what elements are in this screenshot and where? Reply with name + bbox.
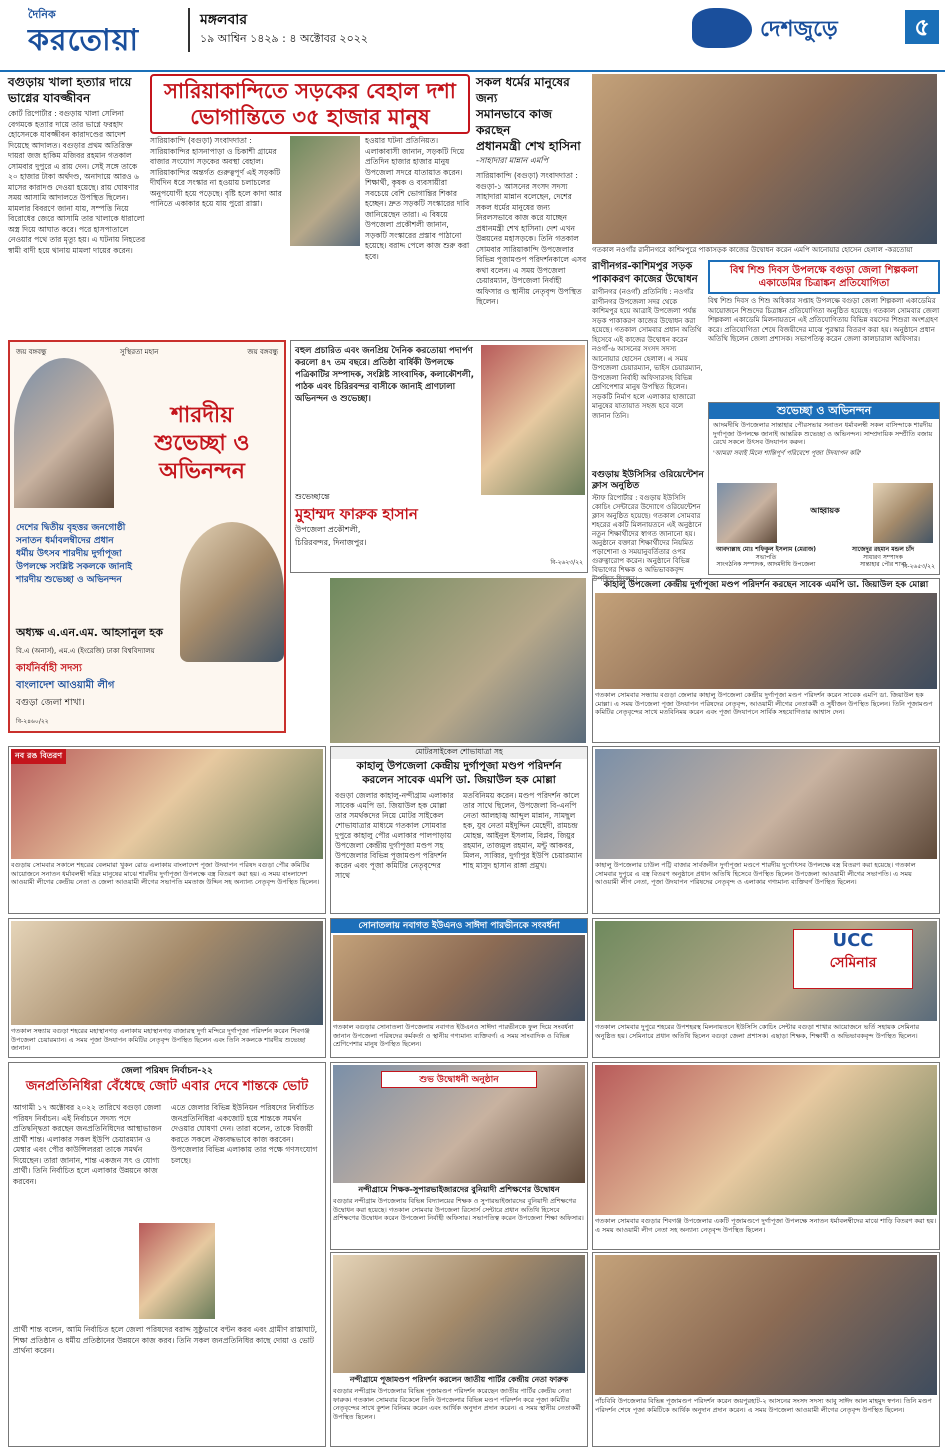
story-khala bbox=[8, 74, 148, 336]
story-headline: সকল ধর্মের মানুষের জন্য bbox=[476, 75, 570, 105]
photo-block-ucc-seminar bbox=[592, 918, 940, 1058]
story-body: আগামী ১৭ অক্টোবর ২০২২ তারিখে বগুড়া জেলা পরিষদ নির্বাচন। এই নির্বাচনে সদস্য পদে প্রতিদ্বন্দ্বিতা করছেন জনপ্রতিনিধিদের আস্থাভাজন প্রার্থী শান্ত। এলাকার সকল ইউপি চেয়ারম্যান ও মেম্বার এবং পৌর কাউন্সিলররা তাকে সমর্থন দিয়েছেন। তারা জানান, শান্ত একজন সৎ ও যোগ্য প্রার্থী। তিনি নির্বাচিত হলে এলাকার উন্নয়নে কাজ করবেন। bbox=[13, 1103, 162, 1186]
photo-block-nandigram bbox=[330, 1252, 588, 1447]
story-headline-2: ভোগান্তিতে ৩৫ হাজার মানুষ bbox=[190, 105, 430, 129]
person-photo bbox=[481, 345, 585, 495]
ad-tag-left: জয় বঙ্গবন্ধু bbox=[16, 348, 47, 356]
ad-name: অধ্যক্ষ এ.এন.এম. আহসানুল হক bbox=[16, 626, 163, 639]
ad-title-3: অভিনন্দন bbox=[159, 459, 245, 484]
story-sonatala bbox=[330, 918, 588, 1058]
newspaper-logo: করতোয়া bbox=[28, 23, 140, 58]
story-headline-3: প্রধানমন্ত্রী শেখ হাসিনা bbox=[476, 139, 581, 153]
ad-title-1: শারদীয় bbox=[170, 403, 234, 428]
story-body: কোর্ট রিপোর্টার : বগুড়ায় খালা সেলিনা বেগমকে হত্যার দায়ে তার ভাগ্নে ফরহাদ হোসেনকে যাবজ্জীবন কারাদণ্ডের আদেশ দিয়েছে আদালত। বগুড়ার প্রথম অতিরিক্ত দায়রা জজ হাকিম মজিবর রহমান গতকাল সোমবার দুপুরে এ রায় দেন। সেই সঙ্গে তাকে ২০ হাজার টাকা অর্থদণ্ড, অনাদায়ে আরও ৬ মাসের কারাদণ্ড দেওয়া হয়েছে। রায় ঘোষণার সময় আসামি আদালতে উপস্থিত ছিলেন। মামলার বিবরণে জানা যায়, সম্পত্তি নিয়ে বিরোধের জেরে আসামি তার খালাকে ধারালো অস্ত্র দিয়ে আঘাত করে। পরে হাসপাতালে নেওয়ার পথে তার মৃত্যু হয়। এ ঘটনায় নিহতের স্বামী বাদী হয়ে থানায় মামলা দায়ের করেন। bbox=[8, 109, 146, 255]
story-body-2: মতবিনিময় করেন। মণ্ডপ পরিদর্শন কালে তার সাথে ছিলেন, উপজেলা বি-এনপি নেতা আলহাজ্ব আব্দুল মান্নান, সামছুল হক, যুব নেতা মইদুদ্দিন মেহেদী, রামচন্দ্র মোহন্ত, আইনুল ইসলাম, বিপ্লব, জিয়ুর রহমান, তাজমুল রহমান, মন্টু আকবর, মিলন, সাব্বির, দুর্গাপুর ইউপি চেয়ারম্যান শাহ মাসুদ হাসান রাঙ্গা প্রমুখ। bbox=[463, 791, 583, 870]
story-shishu bbox=[708, 260, 940, 400]
ad-message-4: উপলক্ষে সংশ্লিষ্ট সকলকে জানাই bbox=[16, 562, 132, 572]
photo-block-saree bbox=[592, 1062, 940, 1250]
story-body-2: হওয়ার ঘটনা প্রতিনিয়ত। এলাকাবাসী জানান, সড়কটি দিয়ে প্রতিদিন হাজার হাজার মানুষ উপজেলা সদরে যাতায়াত করেন। শিক্ষার্থী, কৃষক ও ব্যবসায়ীরা সবচেয়ে বেশি ভোগান্তির শিকার হচ্ছেন। দ্রুত সড়কটি সংস্কারের দাবি জানিয়েছেন তারা। এ বিষয়ে উপজেলা প্রকৌশলী জানান, সড়কটি সংস্কারের প্রস্তাব পাঠানো হয়েছে। বরাদ্দ পেলে কাজ শুরু করা হবে। bbox=[365, 136, 470, 261]
ad-tag-right: জয় বঙ্গবন্ধু bbox=[247, 348, 278, 356]
newspaper-logo-small: দৈনিক bbox=[28, 8, 56, 21]
photo-block-training bbox=[330, 1062, 588, 1250]
news-photo bbox=[11, 921, 323, 1025]
person-photo-2 bbox=[873, 483, 933, 543]
person-1-block bbox=[711, 546, 821, 569]
story-body: সারিয়াকান্দি (বগুড়া) সংবাদদাতা : বগুড়া-১ আসনের সংসদ সদস্য সাহাদারা মান্নান বলেছেন, দেশের সকল ধর্মের মানুষের জন্য নিরলসভাবে কাজ করে যাচ্ছেন প্রধানমন্ত্রী শেখ হাসিনা। দেশ এখন উন্নয়নের মহাসড়কে। তিনি গতকাল সোমবার সারিয়াকান্দি উপজেলার বিভিন্ন পূজামণ্ডপ পরিদর্শনকালে এসব কথা বলেন। এ সময় উপজেলা চেয়ারম্যান, উপজেলা নির্বাহী অফিসার ও স্থানীয় নেতৃবৃন্দ উপস্থিত ছিলেন। bbox=[476, 171, 587, 306]
person-2-org: সান্তাহার পৌর শাখা bbox=[859, 561, 907, 568]
story-headline: বগুড়ায় ইউসিসির ওরিয়েন্টেশন bbox=[592, 470, 704, 480]
story-kicker: জেলা পরিষদ নির্বাচন-২২ bbox=[121, 1066, 213, 1076]
photo-caption: বগুড়ার নন্দীগ্রাম উপজেলায় বিভিন্ন বিদ্যালয়ের শিক্ষক ও সুপারভাইজারদের বুনিয়াদী প্রশিক্ষণের উদ্বোধন করা হয়েছে। গতকাল সোমবার উপজেলা রিসোর্স সেন্টারে প্রধান অতিথি হিসেবে প্রশিক্ষণের উদ্বোধন করেন উপজেলা নির্বাহী অফিসার। সভাপতিত্ব করেন উপজেলা শিক্ষা অফিসার। bbox=[333, 1197, 584, 1222]
banner-subtitle: সেমিনার bbox=[829, 955, 877, 971]
masthead-date: ১৯ আশ্বিন ১৪২৯ : ৪ অক্টোবর ২০২২ bbox=[200, 32, 369, 45]
leader-portrait bbox=[14, 358, 114, 508]
story-headline: সোনাতলায় নবাগত ইউএনও সাঈদা পারভীনকে সংবর্ধনা bbox=[331, 919, 587, 933]
story-body: বিশ্ব শিশু দিবস ও শিশু অধিকার সপ্তাহ উপলক্ষে বগুড়া জেলা শিল্পকলা একাডেমির আয়োজনে শিশুদের চিত্রাঙ্কন প্রতিযোগিতা অনুষ্ঠিত হয়েছে। গতকাল সোমবার জেলা শিল্পকলা একাডেমি মিলনায়তনে এই প্রতিযোগিতায় বিভিন্ন বয়সের শিশুরা অংশগ্রহণ করে। প্রতিযোগিতা শেষে বিজয়ীদের মাঝে পুরস্কার বিতরণ করা হয়। অনুষ্ঠানে প্রধান অতিথি ছিলেন জেলা প্রশাসক। সভাপতিত্ব করেন জেলা কালচারাল অফিসার। bbox=[708, 297, 940, 343]
ad-code: বি-২৪৬০/২২ bbox=[16, 718, 49, 725]
bangladesh-map-icon bbox=[692, 8, 752, 48]
person-1-name: আবদাল্লাহ মোঃ শফিকুল ইসলাম (মেরাজ) bbox=[715, 546, 817, 553]
story-body: রাণীনগর (নওগাঁ) প্রতিনিধি : নওগাঁর রাণীনগর উপজেলা সদর থেকে কাশিমপুর হয়ে আত্রাই উপজেলা পর্যন্ত সড়ক পাকাকরণ কাজের উদ্বোধন করা হয়েছে। গতকাল সোমবার প্রধান অতিথি হিসেবে এই কাজের উদ্বোধন করেন নওগাঁ-৬ আসনের সংসদ সদস্য আনোয়ার হোসেন হেলাল। এ সময় উপজেলা চেয়ারম্যান, ভাইস চেয়ারম্যান, উপজেলা নির্বাহী অফিসারসহ বিভিন্ন শ্রেণিপেশার মানুষ উপস্থিত ছিলেন। সড়কটি নির্মাণ হলে এলাকার হাজারো মানুষের যাতায়াত সহজ হবে বলে জানান তিনি। bbox=[592, 288, 703, 420]
story-body-2: এতে জেলার বিভিন্ন ইউনিয়ন পরিষদের নির্বাচিত জনপ্রতিনিধিরা একজোট হয়ে শান্তকে সমর্থন দেওয়ার ঘোষণা দেন। তারা বলেন, তাকে বিজয়ী করতে সকলে ঐক্যবদ্ধভাবে কাজ করবেন। উপজেলার বিভিন্ন এলাকায় তার পক্ষে গণসংযোগ চলছে। bbox=[171, 1103, 318, 1165]
photo-caption: গতকাল সোমবার বগুড়ার শিবগঞ্জ উপজেলার একটি পূজামণ্ডপে দুর্গাপূজা উপলক্ষে সনাতন ধর্মাবলম্বীদের মাঝে শাড়ি বিতরণ করা হয়। এ সময় আওয়ামী লীগ নেতা সহ অন্যান্য নেতৃবৃন্দ উপস্থিত ছিলেন। bbox=[595, 1217, 937, 1234]
ad-body: বহুল প্রচারিত এবং জনপ্রিয় দৈনিক করতোয়া পদার্পণ করলো ৪৭ তম বছরে। প্রতিষ্ঠা বার্ষিকী উপলক্ষে পত্রিকাটির সম্পাদক, সংশ্লিষ্ট সাংবাদিক, কলাকৌশলী, পাঠক এবং চিরিরবন্দর বাসীকে জানাই প্রাণঢালা অভিনন্দন ও শুভেচ্ছা। bbox=[295, 346, 474, 404]
photo-caption: গতকাল নওগাঁর রানীনগরে কাশিমপুরে পাকাসড়ক কাজের উদ্বোধন করেন এমপি আনোয়ার হোসেন হেলাল -করতোয়া bbox=[592, 246, 913, 254]
story-kahalu bbox=[330, 746, 588, 914]
news-photo bbox=[11, 749, 323, 859]
story-headline-2: করলেন সাবেক এমপি ডা. জিয়াউল হক মোল্লা bbox=[362, 774, 556, 786]
person-1-org: সাংগঠনিক সম্পাদক, আদমদীঘি উপজেলা bbox=[716, 561, 816, 568]
masthead-day: মঙ্গলবার bbox=[200, 12, 248, 28]
news-photo bbox=[592, 74, 937, 244]
photo-caption: বগুড়ায় সোমবার সকালে শহরের বেলমারা খুকন রোড এলাকায় বাংলাদেশ পূজা উদযাপন পরিষদ বগুড়া পৌর কমিটির আয়োজনে সনাতন ধর্মাবলম্বী দরিদ্র মানুষের মাঝে শারদীয় দুর্গাপূজা উপলক্ষে বস্ত্র বিতরণ করা হয়। এ সময় বাংলাদেশ আওয়ামী লীগের কেন্দ্রীয় নেতা ও জেলা আওয়ামী লীগের সভাপতি মমতাজ উদ্দিন সহ অন্যান্য নেতৃবৃন্দ উপস্থিত ছিলেন। bbox=[11, 861, 320, 886]
section-name: দেশজুড়ে bbox=[760, 17, 838, 42]
ad-middle-text: আহ্বায়ক bbox=[810, 506, 840, 515]
story-headline-2: ক্লাস অনুষ্ঠিত bbox=[592, 481, 640, 491]
ad-title: শুভেচ্ছা ও অভিনন্দন bbox=[709, 403, 939, 419]
photo-caption: পাঁচবিবি উপজেলার বিভিন্ন পূজামণ্ডপ পরিদর্শন করেন জয়পুরহাট-২ আসনের সংসদ সদস্য আবু সাঈদ আল মাহমুদ স্বপন। তিনি মণ্ডপ পরিদর্শন শেষে পূজা কমিটিকে আর্থিক অনুদান প্রদান করেন। এ সময় উপজেলা আওয়ামী লীগের নেতৃবৃন্দ উপস্থিত ছিলেন। bbox=[595, 1397, 932, 1414]
photo-block-clothes bbox=[8, 746, 326, 914]
story-body: স্টাফ রিপোর্টার : বগুড়ায় ইউসিসি কোচিং সেন্টারের উদ্যোগে ওরিয়েন্টেশন ক্লাস অনুষ্ঠিত হয়েছে। গতকাল সোমবার শহরের একটি মিলনায়তনে এই অনুষ্ঠানে নতুন শিক্ষার্থীদের স্বাগত জানানো হয়। অনুষ্ঠানে বক্তারা শিক্ষার্থীদের নিয়মিত পড়াশোনা ও সময়ানুবর্তিতার ওপর গুরুত্বারোপ করেন। অনুষ্ঠানে বিভিন্ন বিভাগের শিক্ষক ও অভিভাবকবৃন্দ উপস্থিত ছিলেন। bbox=[592, 494, 702, 583]
story-kicker: মোটরসাইকেল শোভাযাত্রা সহ bbox=[331, 747, 587, 759]
candidate-photo bbox=[139, 1223, 215, 1319]
ad-faruk-hasan bbox=[290, 340, 588, 573]
ad-message-5: শারদীয় শুভেচ্ছা ও অভিনন্দন bbox=[16, 575, 122, 585]
story-body-3: প্রার্থী শান্ত বলেন, আমি নির্বাচিত হলে জেলা পরিষদের বরাদ্দ সুষ্ঠুভাবে বণ্টন করব এবং গ্রামীণ রাস্তাঘাট, শিক্ষা প্রতিষ্ঠান ও ধর্মীয় প্রতিষ্ঠানের উন্নয়নে কাজ করব। তিনি সকল জনপ্রতিনিধির কাছে দোয়া ও ভোট প্রার্থনা করেন। bbox=[13, 1325, 318, 1355]
greeting-ad-small bbox=[708, 402, 940, 575]
story-headline: রাণীনগর-কাশিমপুর সড়ক bbox=[592, 261, 693, 272]
ad-code: বি-২৬৫৩/২২ bbox=[902, 563, 935, 570]
ad-message-1: দেশের দ্বিতীয় বৃহত্তর জনগোষ্ঠী bbox=[16, 523, 126, 533]
masthead-divider bbox=[188, 8, 190, 52]
story-sariakandi bbox=[150, 74, 470, 336]
story-headline: বগুড়ায় খালা হত্যার দায়ে ভাগ্নের যাবজ্জীবন bbox=[8, 75, 132, 105]
ad-body: আদমদীঘি উপজেলার সান্তাহার পৌরসভার সনাতন ধর্মাবলম্বী সকল বাসিন্দাকে শারদীয় দুর্গাপূজা উপলক্ষে জানাই আন্তরিক শুভেচ্ছা ও অভিনন্দন। সাম্প্রদায়িক সম্প্রীতি বজায় রেখে সকলে উৎসব উদযাপন করুন। bbox=[713, 421, 933, 446]
person-2-name: সাজেদুর রহমান মন্ডল চাঁদ bbox=[851, 546, 915, 553]
person-2-role: সাধারণ সম্পাদক bbox=[863, 553, 903, 561]
news-photo bbox=[333, 935, 585, 1021]
story-ucca bbox=[592, 470, 704, 583]
photo-caption: গতকাল সন্ধ্যায় বগুড়া শহরের মহাস্থানগড় এলাকায় মহাস্থানগড় বাজারস্থ দুর্গা মন্দিরে দুর্গাপূজা পরিদর্শন করেন শিবগঞ্জ উপজেলা চেয়ারম্যান। এ সময় পূজা উদযাপন কমিটির নেতৃবৃন্দ উপস্থিত ছিলেন এবং তিনি সকলকে শারদীয় শুভেচ্ছা জানান। bbox=[11, 1027, 310, 1052]
road-photo bbox=[290, 136, 360, 246]
photo-caption: কাহালু উপজেলার চাউল পট্টি বাজার সার্বজনীন দুর্গাপূজা মণ্ডপে শারদীয় দুর্গোৎসব উপলক্ষে বস্ত্র বিতরণ করা হয়েছে। গতকাল সোমবার দুপুরে এ বস্ত্র বিতরণ অনুষ্ঠানে প্রধান অতিথি হিসেবে উপস্থিত ছিলেন উপজেলা আওয়ামী লীগের সভাপতি। এ সময় আওয়ামী লীগ নেতা, পূজা উদযাপন পরিষদের নেতৃবৃন্দ ও এলাকার গণ্যমান্য ব্যক্তিবর্গ উপস্থিত ছিলেন। bbox=[595, 861, 916, 886]
story-headline: নন্দীগ্রামে পূজামণ্ডপ পরিদর্শন করলেন জাতীয় পার্টির কেন্দ্রীয় নেতা ফারুক bbox=[349, 1375, 569, 1384]
ad-signature bbox=[16, 624, 284, 710]
photo-banner: নব রঙ বিতরণ bbox=[11, 749, 66, 764]
ad-ahsanul-haq bbox=[8, 340, 286, 733]
ad-message-2: সনাতন ধর্মাবলম্বীদের প্রধান bbox=[16, 536, 114, 546]
page-number: ৫ bbox=[905, 10, 939, 44]
story-headline: কাহালু উপজেলা কেন্দ্রীয় দুর্গাপূজা মণ্ডপ পরিদর্শন bbox=[356, 760, 562, 772]
ad-name: মুহাম্মদ ফারুক হাসান bbox=[295, 505, 418, 523]
story-election bbox=[8, 1062, 326, 1447]
ad-message bbox=[16, 522, 176, 587]
ad-tag-center: সুস্থিরতা মহান bbox=[120, 348, 159, 356]
photo-block-mahasthan bbox=[8, 918, 326, 1058]
news-photo-collage bbox=[330, 578, 586, 743]
person-photo-1 bbox=[717, 483, 777, 543]
person-1-role: সভাপতি bbox=[755, 553, 777, 561]
news-photo bbox=[595, 1065, 937, 1215]
ad-message-3: ধর্মীয় উৎসব শারদীয় দুর্গাপূজা bbox=[16, 549, 122, 559]
photo-banner: শুভ উদ্বোধনী অনুষ্ঠান bbox=[381, 1071, 537, 1088]
masthead bbox=[0, 0, 945, 72]
ad-role-3: বগুড়া জেলা শাখা। bbox=[16, 698, 85, 708]
story-body: বগুড়া জেলার কাহালু-নন্দীগ্রাম এলাকার সাবেক এমপি ডা. জিয়াউল হক মোল্লা তার সমর্থকদের নিয়ে মোটর সাইকেল শোভাযাত্রার মাধ্যমে গতকাল সোমবার দুপুরে কাহালু পৌর এলাকার পালপাড়ায় উপজেলা কেন্দ্রীয় দুর্গাপূজা মণ্ডপ সহ উপজেলার বিভিন্ন পূজামণ্ডপ পরিদর্শন করেন এবং পূজা কমিটির নেতৃবৃন্দের সাথে bbox=[335, 791, 454, 880]
ad-role: উপজেলা প্রকৌশলী, bbox=[295, 525, 361, 534]
photo-caption: গতকাল সোমবার দুপুরে শহরের উপশহরস্থ মিলনায়তনে ইউসিসি কোচিং সেন্টার বগুড়া শাখার আয়োজনে ভর্তি সহায়ক সেমিনার অনুষ্ঠিত হয়। সেমিনারে প্রধান অতিথি ছিলেন বগুড়া জেলা প্রশাসক। এছাড়া শিক্ষক, শিক্ষার্থী ও অভিভাবকবৃন্দ উপস্থিত ছিলেন। bbox=[595, 1023, 920, 1040]
ad-title-2: শুভেচ্ছা ও bbox=[154, 431, 250, 456]
photo-block-kahalu bbox=[592, 578, 940, 743]
news-photo bbox=[595, 1255, 937, 1395]
banner-title: UCC bbox=[832, 930, 874, 951]
ad-degree: বি.এ (অনার্স), এম.এ (ইংরেজি) ঢাকা বিশ্ববিদ্যালয় bbox=[16, 647, 155, 655]
photo-caption: গতকাল সোমবার সন্ধ্যায় বগুড়া জেলার কাহালু উপজেলা কেন্দ্রীয় দুর্গাপূজা মণ্ডপ পরিদর্শন করেন সাবেক এমপি ডা. জিয়াউল হক মোল্লা। এ সময় উপজেলা পূজা উদযাপন পরিষদের নেতৃবৃন্দ, আওয়ামী লীগের নেতাকর্মী ও সুধীজন উপস্থিত ছিলেন। তিনি পূজামণ্ডপ কমিটির নেতৃবৃন্দের সাথে মতবিনিময় করেন এবং পূজা উদযাপনে সার্বিক সহযোগিতার আশ্বাস দেন। bbox=[595, 691, 933, 716]
photo-block-dhupchanchia bbox=[592, 746, 940, 914]
story-hasina bbox=[476, 74, 588, 336]
story-headline: নন্দীগ্রামে শিক্ষক-সুপারভাইজারদের বুনিয়াদী প্রশিক্ষণের উদ্বোধন bbox=[358, 1185, 560, 1194]
ad-title-block bbox=[120, 402, 284, 486]
story-subhead: -সাহাদারা মান্নান এমপি bbox=[476, 156, 549, 165]
story-headline: জনপ্রতিনিধিরা বেঁধেছে জোট এবার দেবে শান্তকে ভোট bbox=[25, 1079, 309, 1094]
photo-title: কাহালু উপজেলা কেন্দ্রীয় দুর্গাপূজা মণ্ডপ পরিদর্শন করছেন সাবেক এমপি ডা. জিয়াউল হক মোল্লা bbox=[603, 580, 929, 590]
news-photo bbox=[595, 593, 937, 689]
ad-signature bbox=[295, 491, 475, 550]
news-photo bbox=[333, 1255, 585, 1373]
ad-code: বি-২৬২৩/২২ bbox=[550, 559, 583, 566]
story-headline-2: সমানভাবে কাজ করছেন bbox=[476, 107, 552, 137]
story-headline: সারিয়াকান্দিতে সড়কের বেহাল দশা bbox=[164, 79, 456, 103]
story-headline-2: একাডেমির চিত্রাঙ্কন প্রতিযোগিতা bbox=[758, 278, 890, 289]
ad-wish: শুভেচ্ছান্তে bbox=[295, 492, 330, 501]
news-photo bbox=[595, 749, 937, 859]
ad-role-1: কার্যনির্বাহী সদস্য bbox=[16, 663, 82, 674]
photo-block-panchbibi bbox=[592, 1252, 940, 1447]
photo-caption: গতকাল বগুড়ার সোনাতলা উপজেলায় নবাগত ইউএনও সাঈদা পারভীনকে ফুল দিয়ে সংবর্ধনা জানান উপজেলা পরিষদের কর্মকর্তা ও স্থানীয় গণ্যমান্য ব্যক্তিবর্গ। এ সময় সাংবাদিক ও বিভিন্ন শ্রেণিপেশার মানুষ উপস্থিত ছিলেন। bbox=[333, 1023, 574, 1048]
story-headline-2: পাকাকরণ কাজের উদ্বোধন bbox=[592, 274, 698, 285]
story-body: সারিয়াকান্দি (বগুড়া) সংবাদদাতা : সারিয়াকান্দির হাসনাপাড়া ও চিকাশী গ্রামের বাজার সংযোগ সড়কের অবস্থা বেহাল। সারিয়াকান্দির অন্তর্গত গুরুত্বপূর্ণ এই সড়কটি দীর্ঘদিন ধরে সংস্কার না হওয়ায় চলাচলের অনুপযোগী হয়ে পড়েছে। বৃষ্টি হলে কাদা আর পানিতে একাকার হয়ে যায় পুরো রাস্তা। bbox=[150, 136, 282, 208]
ad-quote: 'আমরা সবাই মিলে শান্তিপূর্ণ পরিবেশে পূজা উদযাপন করি' bbox=[713, 448, 862, 457]
ad-role-2: বাংলাদেশ আওয়ামী লীগ bbox=[16, 680, 115, 691]
seminar-banner bbox=[793, 929, 913, 989]
photo-caption: বগুড়ার নন্দীগ্রাম উপজেলার বিভিন্ন পূজামণ্ডপ পরিদর্শন করেছেন জাতীয় পার্টির কেন্দ্রীয় নেতা ফারুক। গতকাল সোমবার বিকেলে তিনি উপজেলার বিভিন্ন মণ্ডপ পরিদর্শন করে পূজা কমিটির নেতৃবৃন্দের সাথে কুশল বিনিময় করেন এবং আর্থিক অনুদান প্রদান করেন। এ সময় স্থানীয় নেতাকর্মী উপস্থিত ছিলেন। bbox=[333, 1387, 581, 1421]
ad-place: চিরিরবন্দর, দিনাজপুর। bbox=[295, 538, 367, 547]
story-headline: বিশ্ব শিশু দিবস উপলক্ষে বগুড়া জেলা শিল্পকলা bbox=[730, 265, 918, 276]
